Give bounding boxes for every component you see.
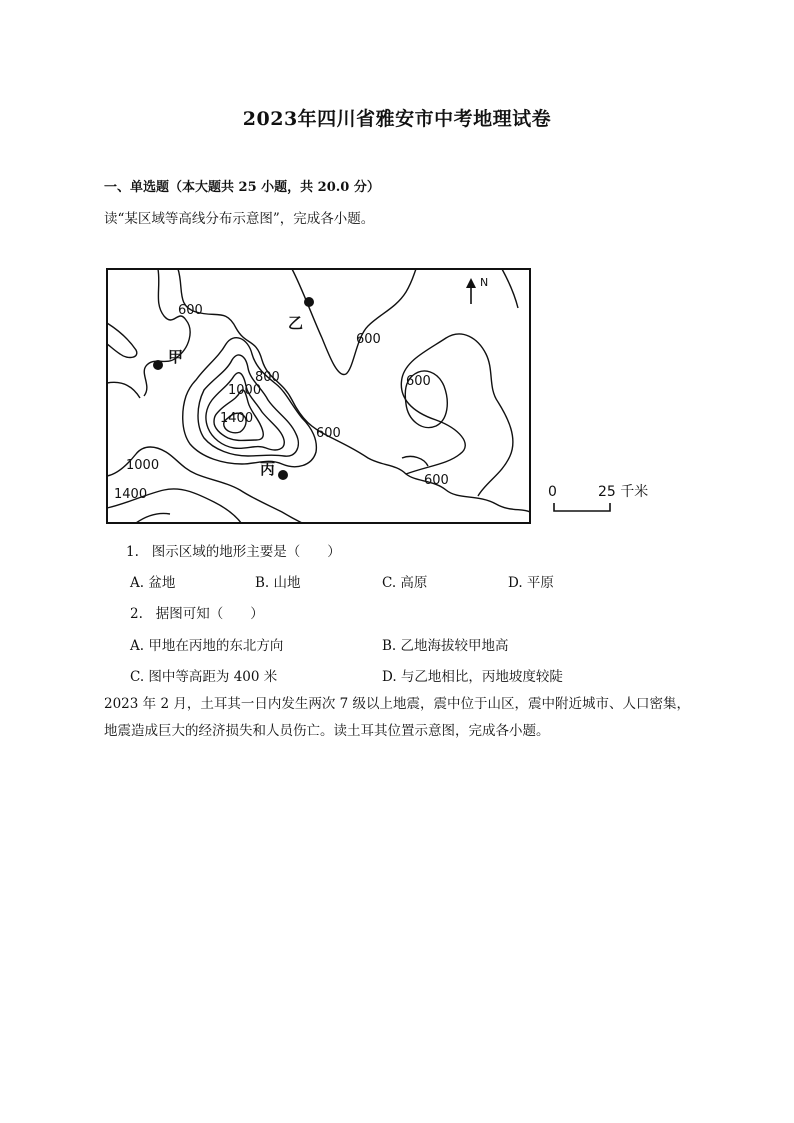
contour-label: 1400 xyxy=(114,487,148,502)
contour-label: 600 xyxy=(316,426,341,441)
place-label-bing: 丙 xyxy=(260,460,276,478)
option-c: C. 高原 xyxy=(382,575,428,591)
page-title: 2023年四川省雅安市中考地理试卷 xyxy=(242,108,552,130)
question-1-stem xyxy=(126,540,341,560)
place-label-jia: 甲 xyxy=(168,348,184,366)
scale-distance: 25 千米 xyxy=(598,484,649,500)
option-b: B. 乙地海拔较甲地高 xyxy=(382,638,509,654)
contour-label: 1400 xyxy=(220,411,254,426)
scale-zero: 0 xyxy=(548,484,557,500)
passage xyxy=(104,691,704,745)
passage-line: 2023 年 2 月，土耳其一日内发生两次 7 级以上地震，震中位于山区，震中附近城市、人口密集， xyxy=(104,696,690,712)
jia-dot xyxy=(153,360,163,370)
option-a: A. 甲地在丙地的东北方向 xyxy=(130,638,284,654)
option-c: C. 图中等高距为 400 米 xyxy=(130,669,278,685)
contour-label: 600 xyxy=(406,374,431,389)
question-number: 2. xyxy=(130,606,143,622)
scale-bar xyxy=(548,478,668,518)
contour-label: 800 xyxy=(255,370,280,385)
north-label: N xyxy=(480,276,489,289)
yi-dot xyxy=(304,297,314,307)
question-text: 据图可知（ ） xyxy=(155,606,264,622)
option-d: D. 平原 xyxy=(508,575,554,591)
section-heading: 一、单选题（本大题共 25 小题，共 20.0 分） xyxy=(104,180,380,195)
place-label-yi: 乙 xyxy=(288,314,304,332)
contour-label: 1000 xyxy=(126,458,160,473)
option-b: B. 山地 xyxy=(255,575,301,591)
contour-label: 600 xyxy=(356,332,381,347)
option-a: A. 盆地 xyxy=(130,575,176,591)
question-2-stem xyxy=(130,602,264,622)
contour-label: 600 xyxy=(178,303,203,318)
question-text: 图示区域的地形主要是（ ） xyxy=(151,544,341,560)
contour-label: 600 xyxy=(424,473,449,488)
bing-dot xyxy=(278,470,288,480)
option-d: D. 与乙地相比，丙地坡度较陡 xyxy=(382,669,563,685)
question-number: 1. xyxy=(126,544,139,560)
intro-text: 读“某区域等高线分布示意图”，完成各小题。 xyxy=(104,211,375,227)
contour-map xyxy=(106,268,531,524)
contour-label: 1000 xyxy=(228,383,262,398)
passage-line: 地震造成巨大的经济损失和人员伤亡。读土耳其位置示意图，完成各小题。 xyxy=(104,723,550,739)
